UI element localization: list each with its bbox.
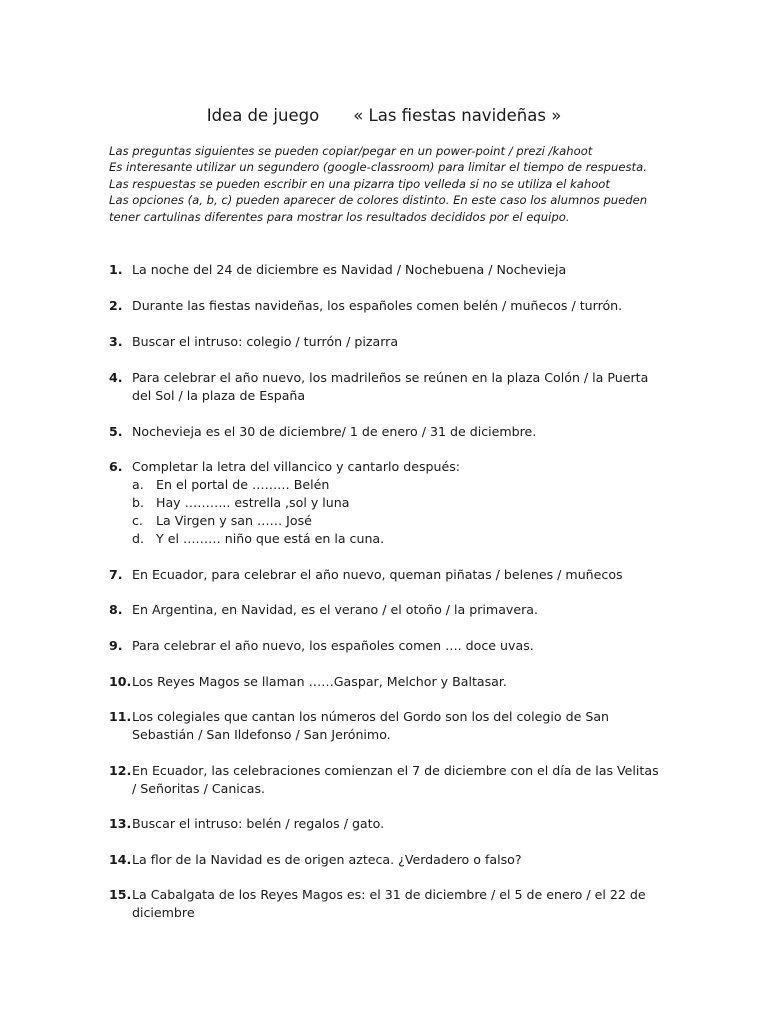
question-text	[132, 708, 669, 744]
question-text	[132, 851, 669, 869]
sub-option	[109, 494, 669, 512]
question-line: del Sol / la plaza de España	[132, 388, 306, 403]
question-text	[132, 762, 669, 798]
question-line: En Ecuador, para celebrar el año nuevo, queman piñatas / belenes / muñecos	[132, 567, 623, 582]
question-item	[109, 851, 669, 869]
question-text	[132, 815, 669, 833]
question-item	[109, 297, 669, 315]
question-item	[109, 369, 669, 405]
question-line: Buscar el intruso: belén / regalos / gato.	[132, 816, 385, 831]
question-line: / Señoritas / Canicas.	[132, 781, 266, 796]
question-number: 4.	[109, 370, 123, 385]
intro-line: Las opciones (a, b, c) pueden aparecer de colores distinto. En este caso los alumnos pueden	[109, 193, 648, 208]
question-number: 5.	[109, 424, 123, 439]
question-number: 15.	[109, 887, 132, 902]
intro-paragraph	[109, 143, 669, 225]
sub-option-letter: b.	[132, 495, 144, 510]
question-line: En Argentina, en Navidad, es el verano / el otoño / la primavera.	[132, 602, 539, 617]
question-line: En Ecuador, las celebraciones comienzan el 7 de diciembre con el día de las Velitas	[132, 763, 659, 778]
sub-option	[109, 476, 669, 494]
question-item	[109, 333, 669, 351]
question-line: Para celebrar el año nuevo, los madrileños se reúnen en la plaza Colón / la Puerta	[132, 370, 649, 385]
question-number: 1.	[109, 262, 123, 277]
question-line: La Cabalgata de los Reyes Magos es: el 31 de diciembre / el 5 de enero / el 22 de	[132, 887, 646, 902]
question-item	[109, 637, 669, 655]
question-text	[132, 886, 669, 922]
question-item	[109, 886, 669, 922]
sub-option-letter: d.	[132, 531, 144, 546]
sub-option-text: Hay ……….. estrella ,sol y luna	[156, 495, 350, 510]
question-number: 6.	[109, 459, 123, 474]
question-line: Completar la letra del villancico y cantarlo después:	[132, 459, 461, 474]
question-text	[132, 637, 669, 655]
sub-options-list	[109, 476, 669, 548]
question-item	[109, 762, 669, 798]
question-number: 7.	[109, 567, 123, 582]
intro-line: Las preguntas siguientes se pueden copiar/pegar en un power-point / prezi /kahoot	[109, 144, 593, 158]
sub-option-text: La Virgen y san …… José	[156, 513, 312, 528]
question-text	[132, 333, 669, 351]
question-line: Para celebrar el año nuevo, los españoles comen …. doce uvas.	[132, 638, 534, 653]
question-item	[109, 261, 669, 279]
question-line: Los colegiales que cantan los números del Gordo son los del colegio de San	[132, 709, 610, 724]
intro-line: Las respuestas se pueden escribir en una pizarra tipo velleda si no se utiliza el kahoot	[109, 176, 610, 191]
question-item	[109, 601, 669, 619]
question-number: 11.	[109, 709, 132, 724]
question-text	[132, 566, 669, 584]
question-text	[132, 458, 669, 476]
question-line: La noche del 24 de diciembre es Navidad / Nochebuena / Nochevieja	[132, 262, 567, 277]
sub-option	[109, 530, 669, 548]
question-item	[109, 566, 669, 584]
question-item	[109, 423, 669, 441]
question-number: 3.	[109, 334, 123, 349]
question-text	[132, 673, 669, 691]
question-number: 13.	[109, 816, 132, 831]
sub-option-text: En el portal de ……… Belén	[156, 477, 330, 492]
question-line: Durante las fiestas navideñas, los españoles comen belén / muñecos / turrón.	[132, 298, 623, 313]
question-number: 14.	[109, 852, 132, 867]
intro-line: tener cartulinas diferentes para mostrar los resultados decididos por el equipo.	[109, 209, 570, 224]
question-line: La flor de la Navidad es de origen azteca. ¿Verdadero o falso?	[132, 852, 522, 867]
title-right: « Las fiestas navideñas »	[353, 106, 562, 125]
question-number: 9.	[109, 638, 123, 653]
question-text	[132, 261, 669, 279]
question-line: diciembre	[132, 905, 195, 920]
page-title	[0, 106, 768, 125]
question-line: Los Reyes Magos se llaman ……Gaspar, Melchor y Baltasar.	[132, 674, 507, 689]
question-item	[109, 458, 669, 548]
question-number: 8.	[109, 602, 123, 617]
question-line: Sebastián / San Ildefonso / San Jerónimo.	[132, 727, 391, 742]
question-number: 12.	[109, 763, 132, 778]
sub-option-letter: a.	[132, 477, 144, 492]
intro-line: Es interesante utilizar un segundero (google-classroom) para limitar el tiempo de respuesta.	[109, 160, 647, 175]
question-item	[109, 673, 669, 691]
question-line: Buscar el intruso: colegio / turrón / pizarra	[132, 334, 399, 349]
question-item	[109, 815, 669, 833]
question-item	[109, 708, 669, 744]
sub-option	[109, 512, 669, 530]
question-text	[132, 601, 669, 619]
question-text	[132, 369, 669, 405]
question-text	[132, 297, 669, 315]
sub-option-letter: c.	[132, 513, 143, 528]
sub-option-text: Y el ……… niño que está en la cuna.	[156, 531, 385, 546]
question-line: Nochevieja es el 30 de diciembre/ 1 de enero / 31 de diciembre.	[132, 424, 537, 439]
question-text	[132, 423, 669, 441]
title-left: Idea de juego	[206, 106, 320, 125]
question-number: 10.	[109, 674, 132, 689]
question-number: 2.	[109, 298, 123, 313]
